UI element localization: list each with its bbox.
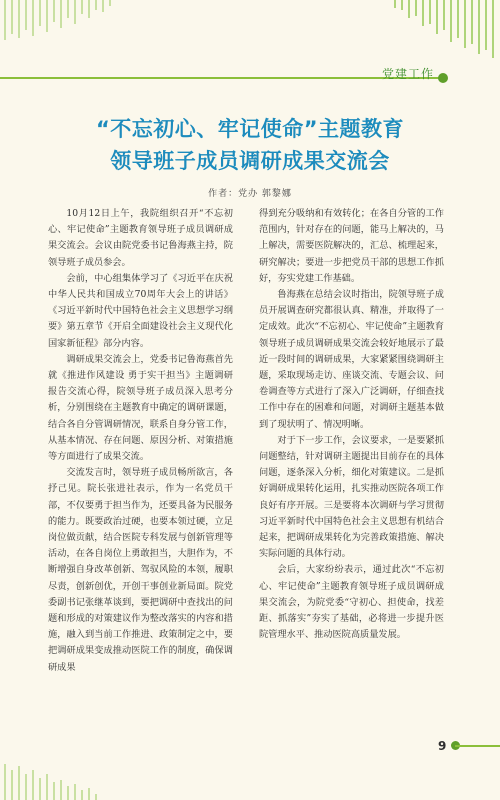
footer-rule <box>455 745 500 747</box>
bottom-left-decoration <box>0 760 125 800</box>
left-column <box>48 206 233 676</box>
paragraph: 对于下一步工作，会议要求，一是要紧抓问题整结，针对调研主题提出目前存在的具体问题，逐条深入分析，细化对策建议。二是抓好调研成果转化运用，扎实推动医院各项工作良好有序开展。三是要将本次调研与学习贯彻习近平新时代中国特色社会主义思想有机结合起来，把调研成果转化为完善政策措施、解决实际问题的具体行动。 <box>259 434 444 560</box>
right-column <box>259 206 444 643</box>
header-rule <box>0 77 442 79</box>
paragraph: 交流发言时，领导班子成员畅所欲言，各抒己见。院长张进社表示，作为一名党员干部，不仅要勇于担当作为，还要具备为民服务的能力。既要政治过硬，也要本领过硬，立足岗位做贡献，结合医院专科发展与创新管理等活动，在各自岗位上勇敢担当，大胆作为，不断增强自身改革创新、驾驭风险的本领，履职尽责，创新创优，开创干事创业新局面。院党委副书记张继革谈到，要把调研中查找出的问题和形成的对策建议作为整改落实的内容和措施，融入到当前工作推进、政策制定之中，要把调研成果变成推动医院工作的制度，确保调研成果 <box>48 467 233 673</box>
paragraph: 调研成果交流会上，党委书记鲁海燕首先就《推进作风建设 勇于实干担当》主题调研报告交流心得，院领导班子成员深入思考分析，分别围绕在主题教育中确定的调研课题，结合各自分管调研情况，联系自身分管工作，从基本情况、存在问题、原因分析、对策措施等方面进行了成果交流。 <box>48 353 233 463</box>
page-number: 9 <box>438 739 447 753</box>
byline: 作者：党办 郭黎娜 <box>208 189 292 199</box>
paragraph-continued: 得到充分吸纳和有效转化；在各自分管的工作范围内，针对存在的问题，能马上解决的，马上解决，需要医院解决的，汇总、梳理起来，研究解决；要进一步把党员干部的思想工作抓好，夯实党建工作基础。 <box>259 208 444 284</box>
top-left-decoration <box>0 0 125 42</box>
paragraph: 鲁海燕在总结会议时指出，院领导班子成员开展调查研究都很认真、精准，并取得了一定成效。此次“不忘初心、牢记使命”主题教育领导班子成员调研成果交流会较好地展示了最近一段时间的调研成果，大家紧紧围绕调研主题，采取现场走访、座谈交流、专题会议、问卷调查等方式进行了深入广泛调研，仔细查找工作中存在的困难和问题，对调研主题基本做到了现状明了、情况明晰。 <box>259 289 444 430</box>
paragraph: 10月12日上午，我院组织召开“不忘初心、牢记使命”主题教育领导班子成员调研成果交流会。会议由院党委书记鲁海燕主持，院领导班子成员参会。 <box>48 208 233 268</box>
header-rule-dot <box>438 73 448 83</box>
paragraph: 会后，大家纷纷表示，通过此次“不忘初心、牢记使命”主题教育领导班子成员调研成果交流会，为院党委“守初心、担使命，找差距、抓落实”夯实了基础，必将进一步提升医院管理水平、推动医院高质量发展。 <box>259 564 444 641</box>
section-label: 党建工作 <box>381 67 434 81</box>
article-title-line-1: “不忘初心、牢记使命”主题教育 <box>95 117 405 141</box>
article-title-line-2: 领导班子成员调研成果交流会 <box>110 149 390 173</box>
paragraph: 会前，中心组集体学习了《习近平在庆祝中华人民共和国成立70周年大会上的讲话》《习近平新时代中国特色社会主义思想学习纲要》第五章节《开启全面建设社会主义现代化国家新征程》部分内容。 <box>48 272 233 349</box>
top-right-decoration <box>375 0 500 60</box>
